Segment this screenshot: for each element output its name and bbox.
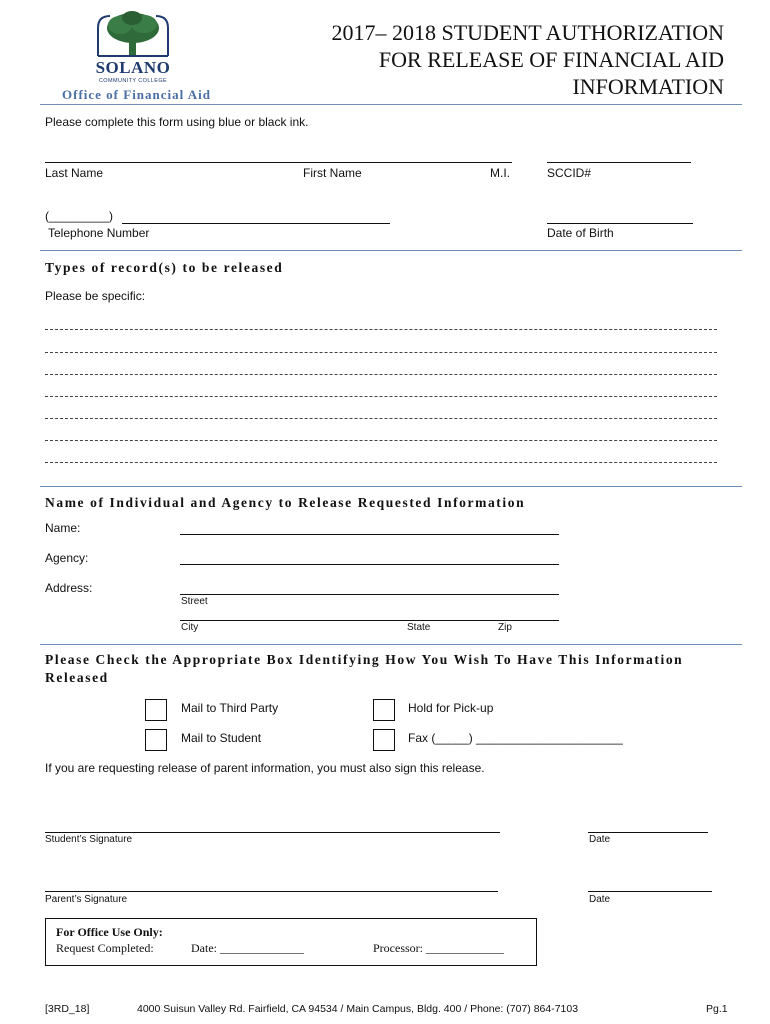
city-label: City <box>181 622 199 633</box>
telephone-label: Telephone Number <box>48 226 150 240</box>
section-divider-1 <box>40 250 742 251</box>
mail-third-party-label: Mail to Third Party <box>181 701 279 715</box>
records-line[interactable] <box>45 374 717 375</box>
mail-student-label: Mail to Student <box>181 731 262 745</box>
section-divider-3 <box>40 644 742 645</box>
instructions: Please complete this form using blue or black ink. <box>45 115 309 129</box>
dob-line[interactable] <box>547 223 693 224</box>
mi-label: M.I. <box>490 166 510 180</box>
student-signature-label: Student’s Signature <box>45 834 133 845</box>
mail-student-checkbox[interactable] <box>145 729 167 751</box>
agency-line[interactable] <box>180 564 559 565</box>
title-line-2: FOR RELEASE OF FINANCIAL AID <box>378 47 724 72</box>
state-label: State <box>407 622 431 633</box>
page-number: Pg.1 <box>706 1003 728 1015</box>
name-line[interactable] <box>45 162 512 163</box>
last-name-label: Last Name <box>45 166 104 180</box>
city-line[interactable] <box>180 620 559 621</box>
student-signature-line[interactable] <box>45 832 500 833</box>
parent-date-label: Date <box>589 894 611 905</box>
tree-icon <box>92 8 174 60</box>
office-use-title: For Office Use Only: <box>56 925 163 939</box>
fax-label[interactable]: Fax (_____) ______________________ <box>408 731 623 745</box>
student-date-label: Date <box>589 834 611 845</box>
delivery-heading-line-1: Please Check the Appropriate Box Identifying How You Wish To Have This Information <box>45 652 684 667</box>
records-line[interactable] <box>45 418 717 419</box>
address-label: Address: <box>45 581 93 595</box>
request-completed-label: Request Completed: <box>56 941 154 955</box>
office-use-box <box>45 918 537 966</box>
street-label: Street <box>181 596 208 607</box>
office-date-field[interactable]: Date: ______________ <box>191 941 304 955</box>
college-logo <box>92 8 174 84</box>
records-line[interactable] <box>45 396 717 397</box>
records-line[interactable] <box>45 462 717 463</box>
zip-label: Zip <box>498 622 512 633</box>
fax-checkbox[interactable] <box>373 729 395 751</box>
records-line[interactable] <box>45 329 717 330</box>
title-line-3: INFORMATION <box>572 74 724 99</box>
parent-date-line[interactable] <box>588 891 712 892</box>
recipient-heading: Name of Individual and Agency to Release Requested Information <box>45 495 526 510</box>
office-name: Office of Financial Aid <box>62 87 212 102</box>
street-line[interactable] <box>180 594 559 595</box>
recipient-name-line[interactable] <box>180 534 559 535</box>
hold-pickup-checkbox[interactable] <box>373 699 395 721</box>
phone-area-code[interactable]: (_________) <box>45 209 114 223</box>
logo-text: SOLANO <box>95 58 171 77</box>
dob-label: Date of Birth <box>547 226 614 240</box>
records-heading: Types of record(s) to be released <box>45 260 284 275</box>
parent-signature-line[interactable] <box>45 891 498 892</box>
parent-signature-label: Parent’s Signature <box>45 894 128 905</box>
form-code: [3RD_18] <box>45 1003 90 1015</box>
logo-subtext: COMMUNITY COLLEGE <box>98 78 168 84</box>
hold-pickup-label: Hold for Pick-up <box>408 701 494 715</box>
header-divider <box>40 104 742 105</box>
records-line[interactable] <box>45 352 717 353</box>
student-date-line[interactable] <box>588 832 708 833</box>
sccid-label: SCCID# <box>547 166 592 180</box>
delivery-heading-line-2: Released <box>45 670 109 685</box>
agency-label: Agency: <box>45 551 89 565</box>
form-title <box>331 19 724 100</box>
records-line[interactable] <box>45 440 717 441</box>
phone-line[interactable] <box>122 223 390 224</box>
records-prompt: Please be specific: <box>45 289 146 303</box>
section-divider-2 <box>40 486 742 487</box>
title-line-1: 2017– 2018 STUDENT AUTHORIZATION <box>331 20 724 45</box>
parent-note: If you are requesting release of parent information, you must also sign this release. <box>45 761 485 775</box>
mail-third-party-checkbox[interactable] <box>145 699 167 721</box>
processor-field[interactable]: Processor: _____________ <box>373 941 504 955</box>
footer-address: 4000 Suisun Valley Rd. Fairfield, CA 94534 / Main Campus, Bldg. 400 / Phone: (707) 864-7103 <box>137 1003 579 1015</box>
delivery-heading <box>45 651 683 687</box>
recipient-name-label: Name: <box>45 521 81 535</box>
sccid-line[interactable] <box>547 162 691 163</box>
first-name-label: First Name <box>303 166 362 180</box>
